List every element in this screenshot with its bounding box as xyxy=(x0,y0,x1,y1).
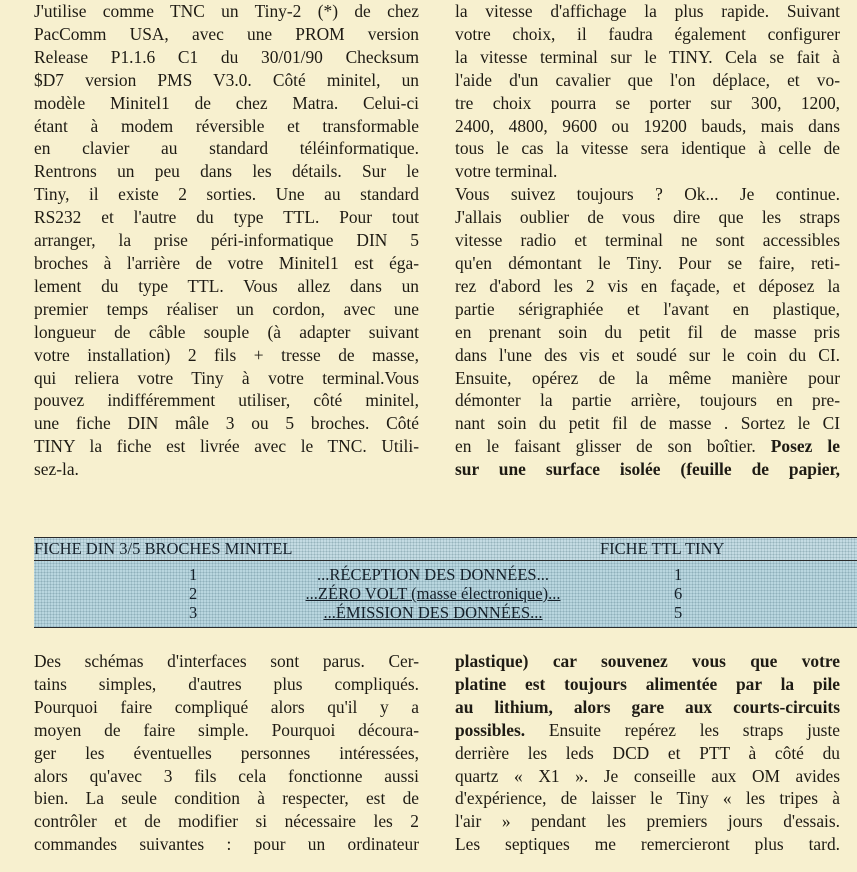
text-line: nant soin du petit fil de masse . Sortez le CI xyxy=(455,413,840,434)
din-pin: 1 xyxy=(189,565,198,584)
text-line: Des schémas d'interfaces sont parus. Cer- xyxy=(34,651,419,671)
text-line: qu'en démontant le Tiny. Pour se faire, reti- xyxy=(455,252,840,273)
text-line: Tiny, il existe 2 sorties. Une au standard xyxy=(34,184,419,205)
text-line: votre installation) 2 fils + tresse de masse, xyxy=(34,344,419,365)
text-line: tains simples, d'autres plus compliqués. xyxy=(34,673,419,694)
text-line: alors qu'avec 3 fils cela fonctionne aussi xyxy=(34,765,419,786)
text-line: J'utilise comme TNC un Tiny-2 (*) de chez xyxy=(34,1,419,21)
text-line: Vous suivez toujours ? Ok... Je continue. xyxy=(455,184,840,205)
text-line: sur une surface isolée (feuille de papier, xyxy=(455,459,840,480)
text-line: en prenant soin du petit fil de masse pris xyxy=(455,321,840,342)
article-column-bottom-right xyxy=(455,650,840,856)
text-line: tre choix pourra se porter sur 300, 1200, xyxy=(455,92,840,113)
article-column-top-right xyxy=(455,0,840,481)
pin-mapping-table xyxy=(34,537,857,628)
text-line: Ensuite, opérez de la même manière pour xyxy=(455,367,840,388)
article-column-top-left xyxy=(34,0,419,481)
din-pin: 3 xyxy=(189,603,198,622)
table-row xyxy=(34,565,857,585)
text-line: d'expérience, de laisser le Tiny « les tripes à xyxy=(455,788,840,809)
text-line: $D7 version PMS V3.0. Côté minitel, un xyxy=(34,69,419,90)
text-line: RS232 et l'autre du type TTL. Pour tout xyxy=(34,207,419,228)
text-line: bien. La seule condition à respecter, est de xyxy=(34,788,419,809)
article-column-bottom-left xyxy=(34,650,419,856)
text-line: au lithium, alors gare aux courts-circuits xyxy=(455,696,840,717)
header-din-minitel: FICHE DIN 3/5 BROCHES MINITEL xyxy=(34,539,293,558)
text-line: PacComm USA, avec une PROM version xyxy=(34,23,419,44)
bold-text-span: Posez le xyxy=(755,436,840,457)
text-line: arranger, la prise péri-informatique DIN 5 xyxy=(34,230,419,251)
text-line xyxy=(455,435,840,458)
text-line: partie sérigraphiée et l'avant en plastique, xyxy=(455,298,840,319)
text-line: derrière les leds DCD et PTT à côté du xyxy=(455,742,840,763)
text-line: J'allais oublier de vous dire que les straps xyxy=(455,207,840,228)
text-line: pouvez indifféremment utiliser, côté minitel, xyxy=(34,390,419,411)
text-line: la vitesse d'affichage la plus rapide. Suivant xyxy=(455,1,840,21)
text-line: Rentrons un peu dans les détails. Sur le xyxy=(34,161,419,182)
text-line: sez-la. xyxy=(34,459,79,480)
text-line: qui reliera votre Tiny à votre terminal.Vous xyxy=(34,367,419,388)
ttl-pin: 6 xyxy=(674,584,683,603)
din-pin: 2 xyxy=(189,584,198,603)
text-line: étant à modem réversible et transformable xyxy=(34,115,419,136)
text-line: votre choix, il faudra également configurer xyxy=(455,23,840,44)
text-line: une fiche DIN mâle 3 ou 5 broches. Côté xyxy=(34,413,419,434)
table-row xyxy=(34,603,857,623)
text-line: Release P1.1.6 C1 du 30/01/90 Checksum xyxy=(34,46,419,67)
ttl-pin: 5 xyxy=(674,603,683,622)
text-line: tous le cas la vitesse sera identique à celle de xyxy=(455,138,840,159)
text-line xyxy=(455,719,840,742)
text-line: modèle Minitel1 de chez Matra. Celui-ci xyxy=(34,92,419,113)
text-line: rez d'abord les 2 vis en façade, et déposez la xyxy=(455,275,840,296)
text-line: vitesse radio et terminal ne sont accessibles xyxy=(455,230,840,251)
text-line: votre terminal. xyxy=(455,161,558,182)
table-header xyxy=(34,538,857,561)
text-line: 2400, 4800, 9600 ou 19200 bauds, mais dans xyxy=(455,115,840,136)
text-line: la vitesse terminal sur le TINY. Cela se fait à xyxy=(455,46,840,67)
text-line: l'air » pendant les premiers jours d'essais. xyxy=(455,811,840,832)
text-span: en le faisant glisser de son boîtier. xyxy=(455,436,756,457)
ttl-pin: 1 xyxy=(674,565,683,584)
text-line: ger les éventuelles personnes intéressées, xyxy=(34,742,419,763)
text-line: commandes suivantes : pour un ordinateur xyxy=(34,834,419,855)
text-line: broches à l'arrière de votre Minitel1 est éga- xyxy=(34,252,419,273)
table-row xyxy=(34,584,857,604)
text-line: dans l'une des vis et soudé sur le coin du CI. xyxy=(455,344,840,365)
signal-description: ...ÉMISSION DES DONNÉES... xyxy=(323,603,543,622)
text-line: TINY la fiche est livrée avec le TNC. Utili- xyxy=(34,436,419,457)
signal-description: ...RÉCEPTION DES DONNÉES... xyxy=(317,565,549,584)
text-line: plastique) car souvenez vous que votre xyxy=(455,651,840,671)
text-line: en clavier au standard téléinformatique. xyxy=(34,138,419,159)
text-span: Ensuite repérez les straps juste xyxy=(525,719,840,740)
header-ttl-tiny: FICHE TTL TINY xyxy=(600,539,725,558)
text-line: Pourquoi faire compliqué alors qu'il y a xyxy=(34,696,419,717)
text-line: Les septiques me remercieront plus tard. xyxy=(455,834,840,855)
bold-text-span: possibles. xyxy=(455,719,526,740)
signal-description: ...ZÉRO VOLT (masse électronique)... xyxy=(305,584,561,603)
text-line: quartz « X1 ». Je conseille aux OM avides xyxy=(455,765,840,786)
text-line: longueur de câble souple (à adapter suivant xyxy=(34,321,419,342)
text-line: platine est toujours alimentée par la pile xyxy=(455,673,840,694)
text-line: moyen de faire simple. Pourquoi découra- xyxy=(34,719,419,740)
text-line: contrôler et de modifier si nécessaire les 2 xyxy=(34,811,419,832)
text-line: premier temps réaliser un cordon, avec une xyxy=(34,298,419,319)
text-line: l'aide d'un cavalier que l'on déplace, et vo- xyxy=(455,69,840,90)
text-line: lement du type TTL. Vous allez dans un xyxy=(34,275,419,296)
text-line: démonter la partie arrière, toujours en pre- xyxy=(455,390,840,411)
